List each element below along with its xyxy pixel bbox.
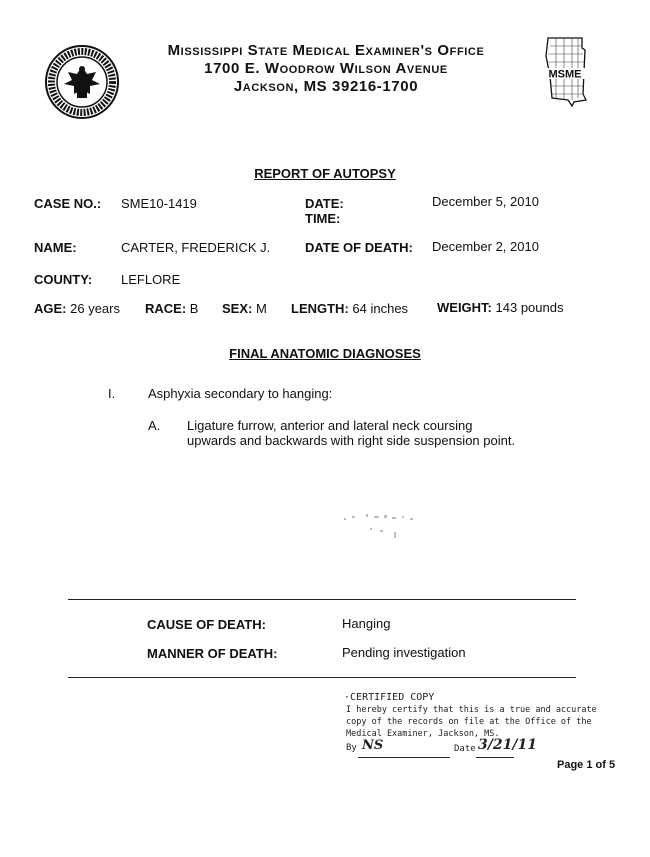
- date-signature-line: [476, 757, 514, 758]
- race-label: RACE:: [145, 301, 187, 316]
- demographics-row: [34, 301, 120, 316]
- office-name: Mississippi State Medical Examiner's Office: [167, 42, 485, 59]
- case-no-value: SME10-1419: [121, 196, 197, 211]
- diagnosis-sub-line-2: upwards and backwards with right side suspension point.: [187, 433, 516, 448]
- certification-line-2: copy of the records on file at the Office of the: [346, 717, 592, 727]
- diagnosis-sub-letter: A.: [148, 418, 161, 433]
- certification-line-1: I hereby certify that this is a true and accurate: [346, 705, 597, 715]
- certification-by-initials: NS: [362, 738, 384, 753]
- address-line-2: Jackson, MS 39216-1700: [233, 78, 419, 95]
- sex-value: M: [255, 301, 267, 316]
- date-of-death-label: DATE OF DEATH:: [305, 240, 413, 255]
- age-label: AGE:: [34, 301, 67, 316]
- manner-of-death-label: MANNER OF DEATH:: [147, 646, 278, 661]
- faint-scan-artifact: [340, 508, 430, 544]
- address-line-1: 1700 E. Woodrow Wilson Avenue: [204, 60, 448, 77]
- date-value: December 5, 2010: [432, 194, 539, 209]
- certification-by-label: By: [346, 743, 357, 753]
- age-value: 26 years: [70, 301, 120, 316]
- county-label: COUNTY:: [34, 272, 93, 287]
- date-of-death-value: December 2, 2010: [432, 239, 539, 254]
- date-label: DATE:: [305, 196, 344, 211]
- diagnosis-item-number: I.: [108, 386, 116, 401]
- time-label: TIME:: [305, 211, 341, 226]
- diagnosis-sub-line-1: Ligature furrow, anterior and lateral neck coursing: [187, 418, 473, 433]
- certified-copy-title: ·CERTIFIED COPY: [344, 692, 435, 703]
- msme-logo-text: MSME: [548, 68, 582, 81]
- cause-of-death-label: CAUSE OF DEATH:: [147, 617, 266, 632]
- county-value: LEFLORE: [121, 272, 181, 287]
- length-label: LENGTH:: [291, 301, 349, 316]
- diagnosis-item-text: Asphyxia secondary to hanging:: [148, 386, 333, 401]
- certification-date-label: Date: [454, 744, 476, 754]
- cause-of-death-value: Hanging: [342, 616, 391, 631]
- name-value: CARTER, FREDERICK J.: [121, 240, 271, 255]
- sex-label: SEX:: [222, 301, 253, 316]
- top-divider: [68, 599, 576, 600]
- certification-line-3: Medical Examiner, Jackson, MS.: [346, 729, 500, 739]
- name-label: NAME:: [34, 240, 77, 255]
- weight-label: WEIGHT:: [437, 300, 492, 315]
- length-value: 64 inches: [352, 301, 409, 316]
- diagnoses-title: FINAL ANATOMIC DIAGNOSES: [229, 346, 421, 361]
- case-no-label: CASE NO.:: [34, 196, 102, 211]
- bottom-divider: [68, 677, 576, 678]
- state-seal-logo: [44, 44, 120, 120]
- race-value: B: [189, 301, 199, 316]
- manner-of-death-value: Pending investigation: [342, 645, 466, 660]
- weight-value: 143 pounds: [495, 300, 564, 315]
- msme-state-map-logo: [542, 36, 588, 108]
- report-title: REPORT OF AUTOPSY: [254, 166, 396, 181]
- page-number: Page 1 of 5: [557, 759, 616, 771]
- by-signature-line: [358, 757, 450, 758]
- certification-date-value: 3/21/11: [478, 737, 537, 753]
